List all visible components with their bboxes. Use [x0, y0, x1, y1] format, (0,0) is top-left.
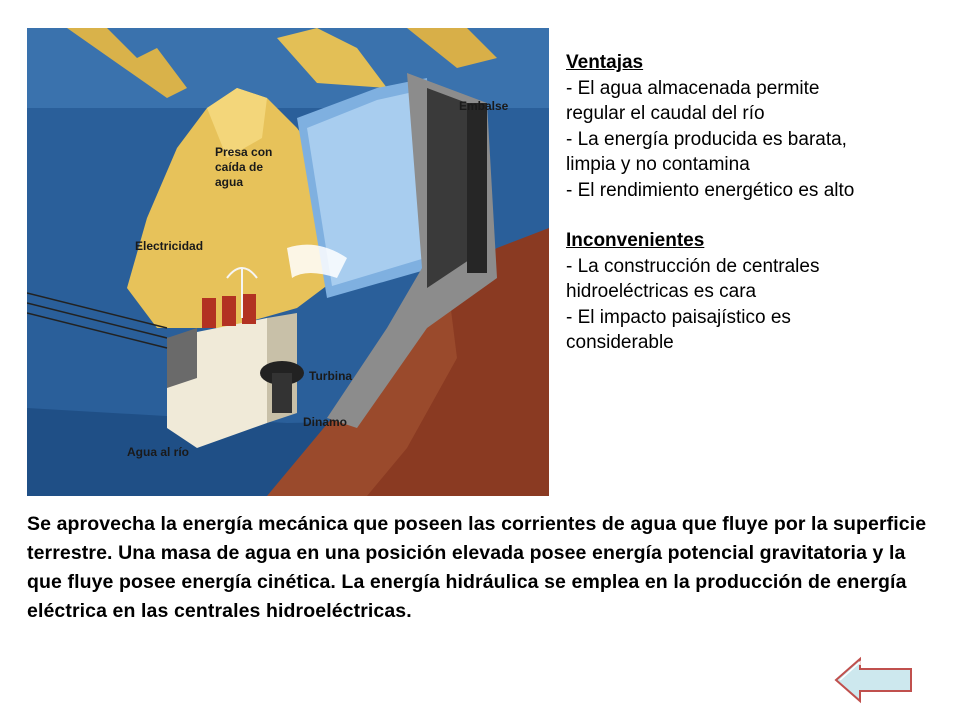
- label-presa-3: agua: [215, 175, 244, 189]
- hydroelectric-plant-illustration: [27, 28, 549, 496]
- ventajas-line: - El rendimiento energético es alto: [566, 179, 855, 201]
- pros-cons-panel: [566, 50, 946, 356]
- left-arrow-icon: [834, 656, 914, 704]
- back-button[interactable]: [834, 656, 914, 704]
- label-electricidad: Electricidad: [135, 239, 204, 253]
- label-presa-2: caída de: [215, 160, 264, 174]
- label-dinamo: Dinamo: [303, 415, 348, 429]
- inconvenientes-line: hidroeléctricas es cara: [566, 281, 757, 302]
- ventajas-heading: Ventajas: [566, 52, 644, 73]
- label-agua-rio: Agua al río: [127, 445, 190, 459]
- ventajas-line: - La energía producida es barata,: [566, 128, 847, 150]
- inconvenientes-line: considerable: [566, 332, 674, 353]
- label-turbina: Turbina: [309, 369, 353, 383]
- label-presa-1: Presa con: [215, 145, 273, 159]
- label-embalse: Embalse: [459, 99, 509, 113]
- inconvenientes-line: - La construcción de centrales: [566, 255, 820, 277]
- description-paragraph: Se aprovecha la energía mecánica que poseen las corrientes de agua que fluye por la superficie terrestre. Una masa de agua en una posición elevada posee energía potencial gravitatoria y la que fluye posee energía cinética. La energía hidráulica se emplea en la producción de energía eléctrica en las centrales hidroeléctricas.: [27, 513, 927, 622]
- inconvenientes-heading: Inconvenientes: [566, 230, 705, 251]
- inconvenientes-line: - El impacto paisajístico es: [566, 306, 791, 328]
- ventajas-line: regular el caudal del río: [566, 103, 765, 124]
- ventajas-line: limpia y no contamina: [566, 154, 750, 175]
- ventajas-line: - El agua almacenada permite: [566, 77, 820, 99]
